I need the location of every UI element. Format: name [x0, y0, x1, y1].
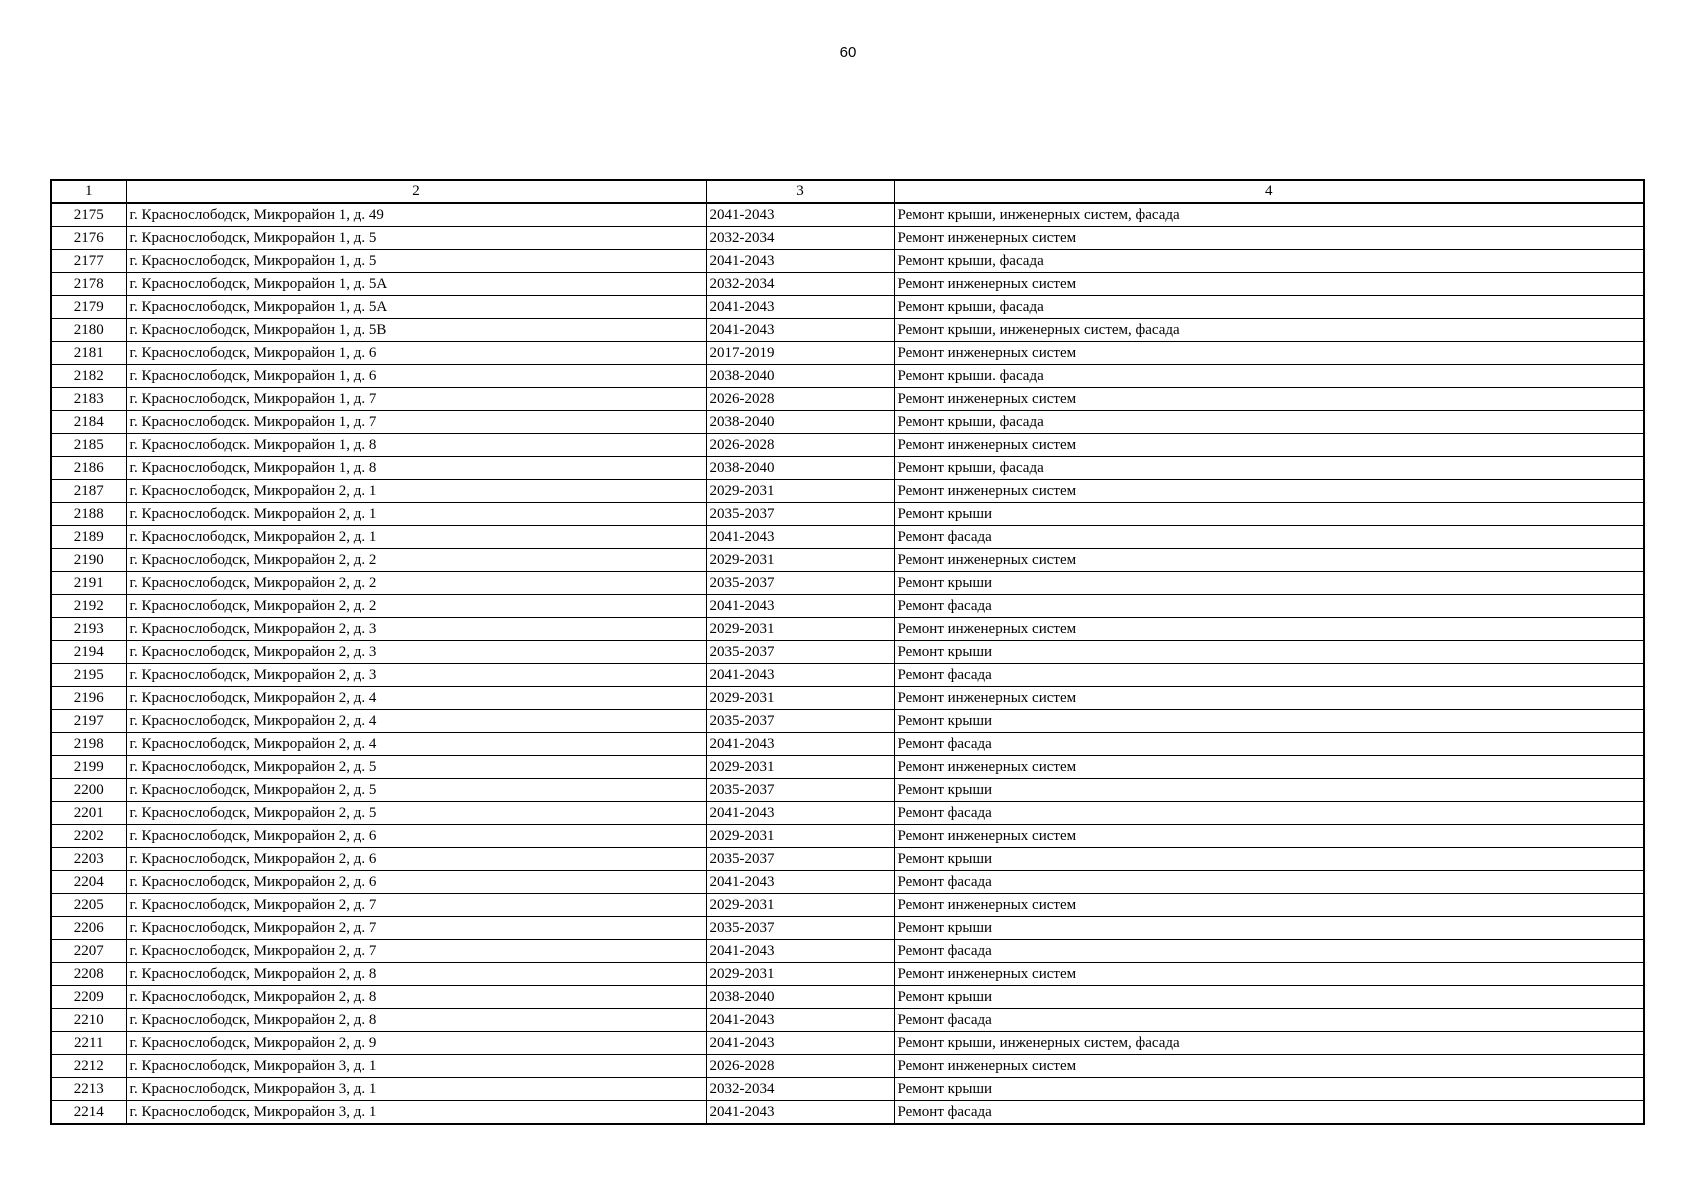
row-number: 2203 [51, 848, 126, 871]
address-cell: г. Краснослободск, Микрорайон 2, д. 8 [126, 1009, 706, 1032]
row-number: 2207 [51, 940, 126, 963]
table-row [51, 664, 1644, 687]
address-cell: г. Краснослободск, Микрорайон 3, д. 1 [126, 1101, 706, 1125]
address-cell: г. Краснослободск, Микрорайон 2, д. 4 [126, 687, 706, 710]
period-cell: 2029-2031 [706, 894, 894, 917]
table-row [51, 503, 1644, 526]
work-type-cell: Ремонт инженерных систем [894, 342, 1644, 365]
row-number: 2175 [51, 203, 126, 227]
period-cell: 2041-2043 [706, 203, 894, 227]
row-number: 2193 [51, 618, 126, 641]
repair-schedule-table [50, 179, 1645, 1125]
header-col-4: 4 [894, 180, 1644, 203]
address-cell: г. Краснослободск, Микрорайон 2, д. 9 [126, 1032, 706, 1055]
period-cell: 2029-2031 [706, 963, 894, 986]
table-row [51, 1009, 1644, 1032]
period-cell: 2038-2040 [706, 411, 894, 434]
work-type-cell: Ремонт крыши [894, 641, 1644, 664]
period-cell: 2035-2037 [706, 503, 894, 526]
period-cell: 2041-2043 [706, 664, 894, 687]
row-number: 2180 [51, 319, 126, 342]
row-number: 2184 [51, 411, 126, 434]
address-cell: г. Краснослободск, Микрорайон 1, д. 7 [126, 388, 706, 411]
row-number: 2181 [51, 342, 126, 365]
table-row [51, 365, 1644, 388]
work-type-cell: Ремонт инженерных систем [894, 894, 1644, 917]
row-number: 2212 [51, 1055, 126, 1078]
address-cell: г. Краснослободск, Микрорайон 2, д. 8 [126, 963, 706, 986]
address-cell: г. Краснослободск, Микрорайон 2, д. 2 [126, 595, 706, 618]
work-type-cell: Ремонт инженерных систем [894, 480, 1644, 503]
period-cell: 2035-2037 [706, 779, 894, 802]
table-body [51, 203, 1644, 1124]
work-type-cell: Ремонт фасада [894, 664, 1644, 687]
row-number: 2178 [51, 273, 126, 296]
work-type-cell: Ремонт инженерных систем [894, 618, 1644, 641]
address-cell: г. Краснослободск, Микрорайон 1, д. 49 [126, 203, 706, 227]
table-row [51, 1055, 1644, 1078]
row-number: 2211 [51, 1032, 126, 1055]
table-row [51, 618, 1644, 641]
row-number: 2182 [51, 365, 126, 388]
work-type-cell: Ремонт крыши, фасада [894, 411, 1644, 434]
table-row [51, 825, 1644, 848]
table-row [51, 273, 1644, 296]
table-row [51, 526, 1644, 549]
work-type-cell: Ремонт крыши [894, 917, 1644, 940]
period-cell: 2041-2043 [706, 940, 894, 963]
row-number: 2198 [51, 733, 126, 756]
work-type-cell: Ремонт крыши, фасада [894, 457, 1644, 480]
row-number: 2185 [51, 434, 126, 457]
address-cell: г. Краснослободск, Микрорайон 2, д. 6 [126, 848, 706, 871]
address-cell: г. Краснослободск, Микрорайон 1, д. 5 [126, 250, 706, 273]
row-number: 2213 [51, 1078, 126, 1101]
work-type-cell: Ремонт крыши, фасада [894, 250, 1644, 273]
period-cell: 2038-2040 [706, 986, 894, 1009]
address-cell: г. Краснослободск, Микрорайон 2, д. 4 [126, 710, 706, 733]
table-row [51, 572, 1644, 595]
period-cell: 2041-2043 [706, 250, 894, 273]
address-cell: г. Краснослободск, Микрорайон 2, д. 7 [126, 894, 706, 917]
period-cell: 2041-2043 [706, 1101, 894, 1125]
table-row [51, 549, 1644, 572]
row-number: 2200 [51, 779, 126, 802]
period-cell: 2035-2037 [706, 572, 894, 595]
work-type-cell: Ремонт инженерных систем [894, 434, 1644, 457]
period-cell: 2026-2028 [706, 434, 894, 457]
row-number: 2214 [51, 1101, 126, 1125]
period-cell: 2029-2031 [706, 480, 894, 503]
period-cell: 2029-2031 [706, 756, 894, 779]
period-cell: 2035-2037 [706, 917, 894, 940]
table-row [51, 227, 1644, 250]
period-cell: 2017-2019 [706, 342, 894, 365]
table-row [51, 480, 1644, 503]
table-row [51, 871, 1644, 894]
period-cell: 2035-2037 [706, 710, 894, 733]
period-cell: 2041-2043 [706, 595, 894, 618]
row-number: 2183 [51, 388, 126, 411]
row-number: 2204 [51, 871, 126, 894]
table-row [51, 848, 1644, 871]
work-type-cell: Ремонт фасада [894, 733, 1644, 756]
address-cell: г. Краснослободск, Микрорайон 1, д. 8 [126, 457, 706, 480]
address-cell: г. Краснослободск. Микрорайон 1, д. 8 [126, 434, 706, 457]
table-row [51, 756, 1644, 779]
period-cell: 2026-2028 [706, 1055, 894, 1078]
work-type-cell: Ремонт крыши [894, 572, 1644, 595]
table-row [51, 434, 1644, 457]
work-type-cell: Ремонт крыши, инженерных систем, фасада [894, 1032, 1644, 1055]
period-cell: 2029-2031 [706, 618, 894, 641]
period-cell: 2026-2028 [706, 388, 894, 411]
period-cell: 2029-2031 [706, 825, 894, 848]
address-cell: г. Краснослободск, Микрорайон 1, д. 6 [126, 365, 706, 388]
address-cell: г. Краснослободск, Микрорайон 2, д. 1 [126, 480, 706, 503]
work-type-cell: Ремонт инженерных систем [894, 825, 1644, 848]
table-row [51, 641, 1644, 664]
table-row [51, 894, 1644, 917]
row-number: 2195 [51, 664, 126, 687]
period-cell: 2029-2031 [706, 549, 894, 572]
address-cell: г. Краснослободск, Микрорайон 1, д. 5В [126, 319, 706, 342]
work-type-cell: Ремонт фасада [894, 802, 1644, 825]
row-number: 2205 [51, 894, 126, 917]
work-type-cell: Ремонт крыши, инженерных систем, фасада [894, 319, 1644, 342]
row-number: 2192 [51, 595, 126, 618]
work-type-cell: Ремонт инженерных систем [894, 756, 1644, 779]
period-cell: 2041-2043 [706, 296, 894, 319]
table-row [51, 710, 1644, 733]
row-number: 2187 [51, 480, 126, 503]
address-cell: г. Краснослободск, Микрорайон 2, д. 6 [126, 871, 706, 894]
address-cell: г. Краснослободск, Микрорайон 3, д. 1 [126, 1055, 706, 1078]
period-cell: 2038-2040 [706, 457, 894, 480]
work-type-cell: Ремонт крыши [894, 986, 1644, 1009]
table-row [51, 457, 1644, 480]
work-type-cell: Ремонт крыши [894, 1078, 1644, 1101]
period-cell: 2032-2034 [706, 1078, 894, 1101]
row-number: 2190 [51, 549, 126, 572]
period-cell: 2041-2043 [706, 1032, 894, 1055]
period-cell: 2041-2043 [706, 871, 894, 894]
row-number: 2189 [51, 526, 126, 549]
row-number: 2179 [51, 296, 126, 319]
address-cell: г. Краснослободск, Микрорайон 2, д. 6 [126, 825, 706, 848]
row-number: 2196 [51, 687, 126, 710]
work-type-cell: Ремонт инженерных систем [894, 687, 1644, 710]
address-cell: г. Краснослободск, Микрорайон 2, д. 5 [126, 802, 706, 825]
table-row [51, 319, 1644, 342]
work-type-cell: Ремонт фасада [894, 526, 1644, 549]
row-number: 2210 [51, 1009, 126, 1032]
period-cell: 2041-2043 [706, 1009, 894, 1032]
work-type-cell: Ремонт инженерных систем [894, 1055, 1644, 1078]
address-cell: г. Краснослободск. Микрорайон 1, д. 7 [126, 411, 706, 434]
table-row [51, 1101, 1644, 1125]
table-row [51, 963, 1644, 986]
address-cell: г. Краснослободск, Микрорайон 3, д. 1 [126, 1078, 706, 1101]
row-number: 2197 [51, 710, 126, 733]
period-cell: 2041-2043 [706, 802, 894, 825]
row-number: 2201 [51, 802, 126, 825]
work-type-cell: Ремонт крыши. фасада [894, 365, 1644, 388]
work-type-cell: Ремонт фасада [894, 940, 1644, 963]
row-number: 2186 [51, 457, 126, 480]
work-type-cell: Ремонт крыши, фасада [894, 296, 1644, 319]
address-cell: г. Краснослободск, Микрорайон 1, д. 5 [126, 227, 706, 250]
period-cell: 2035-2037 [706, 848, 894, 871]
work-type-cell: Ремонт крыши [894, 503, 1644, 526]
table-row [51, 802, 1644, 825]
address-cell: г. Краснослободск, Микрорайон 2, д. 1 [126, 526, 706, 549]
header-col-2: 2 [126, 180, 706, 203]
work-type-cell: Ремонт фасада [894, 1101, 1644, 1125]
row-number: 2208 [51, 963, 126, 986]
work-type-cell: Ремонт фасада [894, 871, 1644, 894]
address-cell: г. Краснослободск, Микрорайон 2, д. 3 [126, 618, 706, 641]
work-type-cell: Ремонт инженерных систем [894, 963, 1644, 986]
address-cell: г. Краснослободск, Микрорайон 2, д. 5 [126, 779, 706, 802]
work-type-cell: Ремонт крыши [894, 710, 1644, 733]
table-row [51, 342, 1644, 365]
address-cell: г. Краснослободск, Микрорайон 2, д. 7 [126, 917, 706, 940]
table-row [51, 250, 1644, 273]
row-number: 2177 [51, 250, 126, 273]
address-cell: г. Краснослободск, Микрорайон 1, д. 6 [126, 342, 706, 365]
period-cell: 2041-2043 [706, 526, 894, 549]
table-row [51, 917, 1644, 940]
table-row [51, 411, 1644, 434]
header-col-3: 3 [706, 180, 894, 203]
work-type-cell: Ремонт фасада [894, 595, 1644, 618]
address-cell: г. Краснослободск, Микрорайон 2, д. 2 [126, 572, 706, 595]
work-type-cell: Ремонт инженерных систем [894, 549, 1644, 572]
period-cell: 2029-2031 [706, 687, 894, 710]
header-row [51, 180, 1644, 203]
row-number: 2199 [51, 756, 126, 779]
table-row [51, 986, 1644, 1009]
work-type-cell: Ремонт крыши, инженерных систем, фасада [894, 203, 1644, 227]
work-type-cell: Ремонт крыши [894, 848, 1644, 871]
address-cell: г. Краснослободск, Микрорайон 2, д. 2 [126, 549, 706, 572]
period-cell: 2041-2043 [706, 319, 894, 342]
table-row [51, 779, 1644, 802]
work-type-cell: Ремонт инженерных систем [894, 273, 1644, 296]
table-row [51, 940, 1644, 963]
period-cell: 2041-2043 [706, 733, 894, 756]
header-col-1: 1 [51, 180, 126, 203]
address-cell: г. Краснослободск, Микрорайон 2, д. 7 [126, 940, 706, 963]
row-number: 2191 [51, 572, 126, 595]
address-cell: г. Краснослободск, Микрорайон 2, д. 8 [126, 986, 706, 1009]
table-row [51, 203, 1644, 227]
table-header [51, 180, 1644, 203]
row-number: 2188 [51, 503, 126, 526]
table-row [51, 1032, 1644, 1055]
table-row [51, 388, 1644, 411]
table-row [51, 296, 1644, 319]
period-cell: 2035-2037 [706, 641, 894, 664]
address-cell: г. Краснослободск, Микрорайон 2, д. 4 [126, 733, 706, 756]
period-cell: 2032-2034 [706, 273, 894, 296]
page-number: 60 [839, 44, 857, 61]
work-type-cell: Ремонт фасада [894, 1009, 1644, 1032]
work-type-cell: Ремонт крыши [894, 779, 1644, 802]
work-type-cell: Ремонт инженерных систем [894, 227, 1644, 250]
row-number: 2209 [51, 986, 126, 1009]
row-number: 2206 [51, 917, 126, 940]
period-cell: 2038-2040 [706, 365, 894, 388]
row-number: 2202 [51, 825, 126, 848]
table-row [51, 1078, 1644, 1101]
address-cell: г. Краснослободск, Микрорайон 2, д. 3 [126, 641, 706, 664]
address-cell: г. Краснослободск, Микрорайон 2, д. 3 [126, 664, 706, 687]
address-cell: г. Краснослободск, Микрорайон 1, д. 5А [126, 273, 706, 296]
row-number: 2176 [51, 227, 126, 250]
row-number: 2194 [51, 641, 126, 664]
table-row [51, 595, 1644, 618]
table-row [51, 687, 1644, 710]
work-type-cell: Ремонт инженерных систем [894, 388, 1644, 411]
period-cell: 2032-2034 [706, 227, 894, 250]
address-cell: г. Краснослободск, Микрорайон 1, д. 5А [126, 296, 706, 319]
address-cell: г. Краснослободск. Микрорайон 2, д. 1 [126, 503, 706, 526]
address-cell: г. Краснослободск, Микрорайон 2, д. 5 [126, 756, 706, 779]
table-row [51, 733, 1644, 756]
